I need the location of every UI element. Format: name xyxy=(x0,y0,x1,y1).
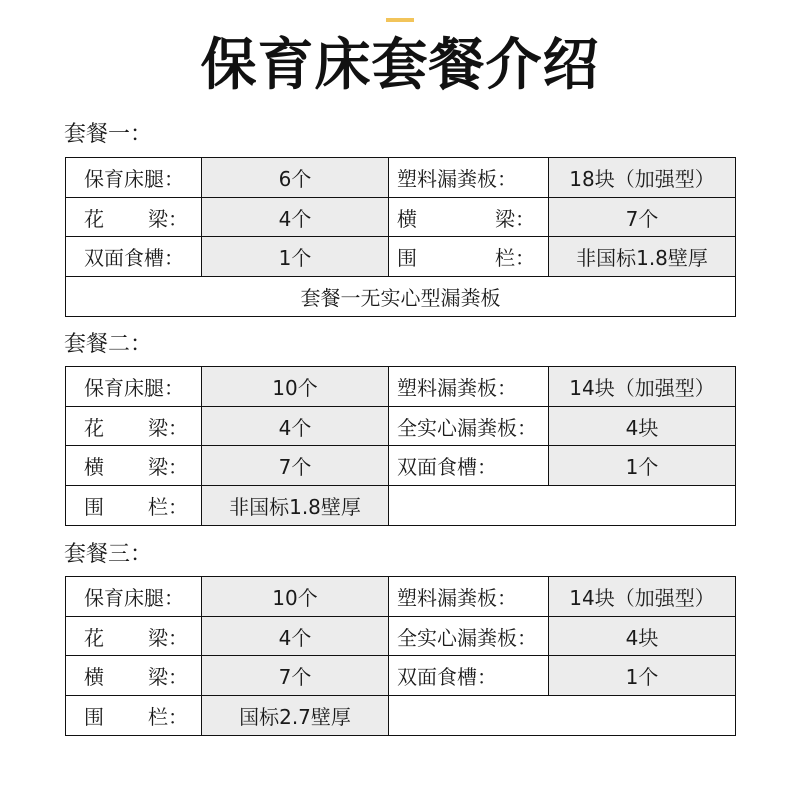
table-row xyxy=(66,696,736,736)
table-row xyxy=(66,237,736,277)
table-row xyxy=(66,656,736,696)
value-cell: 4个 xyxy=(202,197,389,237)
package-1-table xyxy=(65,157,736,317)
value-cell: 4块 xyxy=(549,406,736,446)
table-row xyxy=(66,577,736,617)
table-row xyxy=(66,486,736,526)
package-note: 套餐一无实心型漏粪板 xyxy=(66,277,736,317)
label-part: 梁： xyxy=(148,455,188,480)
label-cell: 塑料漏粪板： xyxy=(389,158,549,198)
value-cell: 6个 xyxy=(202,158,389,198)
label-cell xyxy=(66,486,202,526)
label-cell: 塑料漏粪板： xyxy=(389,367,549,407)
package-3-table xyxy=(65,576,736,736)
label-part: 围 xyxy=(397,246,417,271)
value-cell: 7个 xyxy=(202,446,389,486)
table-row xyxy=(66,616,736,656)
label-part: 花 xyxy=(84,625,104,650)
table-row xyxy=(66,367,736,407)
label-part: 花 xyxy=(84,206,104,231)
label-part: 栏： xyxy=(148,704,188,729)
package-3-heading: 套餐三： xyxy=(64,542,153,567)
package-2-table xyxy=(65,366,736,526)
empty-cell xyxy=(389,486,736,526)
label-cell xyxy=(66,446,202,486)
empty-cell xyxy=(389,696,736,736)
label-part: 梁： xyxy=(495,206,535,231)
table-row-note xyxy=(66,277,736,317)
label-cell xyxy=(66,406,202,446)
label-cell xyxy=(66,197,202,237)
label-part: 栏： xyxy=(495,246,535,271)
label-part: 横 xyxy=(84,455,104,480)
label-cell xyxy=(66,616,202,656)
value-cell: 非国标1.8壁厚 xyxy=(549,237,736,277)
value-cell: 4个 xyxy=(202,616,389,656)
value-cell: 1个 xyxy=(202,237,389,277)
value-cell: 4块 xyxy=(549,616,736,656)
title-accent-bar xyxy=(386,18,414,22)
label-part: 栏： xyxy=(148,494,188,519)
label-cell: 双面食槽： xyxy=(389,656,549,696)
value-cell: 14块（加强型） xyxy=(549,577,736,617)
value-cell: 10个 xyxy=(202,367,389,407)
label-cell: 双面食槽： xyxy=(389,446,549,486)
value-cell: 非国标1.8壁厚 xyxy=(202,486,389,526)
label-cell xyxy=(66,656,202,696)
value-cell: 7个 xyxy=(549,197,736,237)
table-row xyxy=(66,406,736,446)
label-part: 梁： xyxy=(148,415,188,440)
label-part: 围 xyxy=(84,494,104,519)
label-cell: 保育床腿： xyxy=(66,577,202,617)
value-cell: 1个 xyxy=(549,446,736,486)
label-cell: 塑料漏粪板： xyxy=(389,577,549,617)
label-part: 梁： xyxy=(148,665,188,690)
package-2-heading: 套餐二： xyxy=(64,332,153,357)
table-row xyxy=(66,158,736,198)
value-cell: 国标2.7壁厚 xyxy=(202,696,389,736)
label-cell: 双面食槽： xyxy=(66,237,202,277)
label-part: 横 xyxy=(84,665,104,690)
value-cell: 4个 xyxy=(202,406,389,446)
label-cell: 保育床腿： xyxy=(66,367,202,407)
label-part: 横 xyxy=(397,206,417,231)
value-cell: 1个 xyxy=(549,656,736,696)
value-cell: 18块（加强型） xyxy=(549,158,736,198)
label-part: 梁： xyxy=(148,206,188,231)
value-cell: 14块（加强型） xyxy=(549,367,736,407)
page-title: 保育床套餐介绍 xyxy=(200,33,600,98)
label-part: 花 xyxy=(84,415,104,440)
label-cell: 全实心漏粪板： xyxy=(389,406,549,446)
label-cell: 全实心漏粪板： xyxy=(389,616,549,656)
label-cell: 保育床腿： xyxy=(66,158,202,198)
table-row xyxy=(66,197,736,237)
label-cell xyxy=(389,197,549,237)
label-part: 梁： xyxy=(148,625,188,650)
value-cell: 10个 xyxy=(202,577,389,617)
package-1-heading: 套餐一： xyxy=(64,122,153,147)
label-part: 围 xyxy=(84,704,104,729)
value-cell: 7个 xyxy=(202,656,389,696)
label-cell xyxy=(389,237,549,277)
table-row xyxy=(66,446,736,486)
label-cell xyxy=(66,696,202,736)
